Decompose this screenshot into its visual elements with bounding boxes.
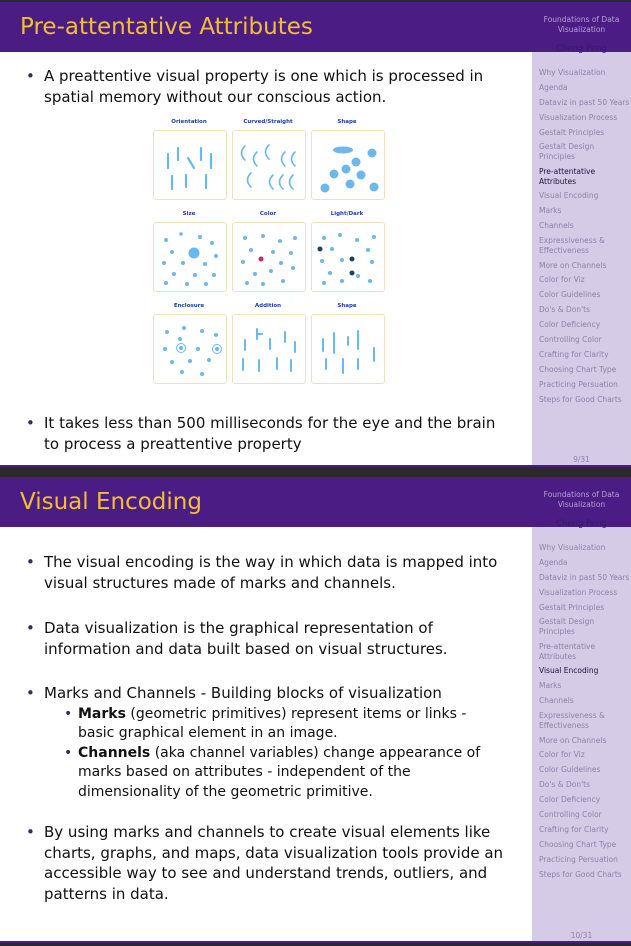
page-number: 9/31 [573, 455, 590, 464]
nav-item[interactable]: Channels [539, 221, 574, 231]
nav-item[interactable]: Why Visualization [539, 543, 606, 552]
term-channels: Channels [78, 744, 151, 761]
bullet-item: • Data visualization is the graphical representation of information and data built based on visual structures. [0, 618, 504, 659]
slide-9 [0, 2, 631, 467]
sidebar [532, 2, 631, 467]
nav-item[interactable]: Agenda [539, 82, 568, 92]
shape-panel [311, 130, 385, 200]
preattentive-attributes-figure [152, 119, 384, 387]
term-marks: Marks [78, 705, 126, 722]
bullet-list [0, 618, 504, 659]
shape-lines-panel [311, 314, 385, 384]
nav-item[interactable]: Crafting for Clarity [539, 349, 609, 359]
slide-title: Visual Encoding [20, 489, 202, 515]
nav-item[interactable]: Visualization Process [539, 587, 618, 597]
bullet-item-marks-channels [0, 683, 504, 802]
nav-item[interactable]: Steps for Good Charts [539, 394, 622, 404]
nav-item[interactable]: Practicing Persuation [539, 379, 618, 389]
shape-marks [312, 131, 384, 199]
nav-item[interactable]: Color Guidelines [539, 765, 601, 775]
section-nav [539, 543, 631, 884]
bullet-item: • By using marks and channels to create visual elements like charts, graphs, and maps, data visualization tools provide an accessible way to see and understand trends, outliers, and patterns in data. [0, 822, 504, 904]
bullet-item: • It takes less than 500 milliseconds for the eye and the brain to process a preattentive property [0, 413, 504, 454]
enclosure-marks [154, 315, 226, 383]
bullet-list [0, 822, 504, 904]
nav-item[interactable]: Color Guidelines [539, 290, 601, 300]
nav-item[interactable]: Visual Encoding [539, 191, 599, 201]
nav-item[interactable]: Visualization Process [539, 112, 618, 122]
nav-item[interactable]: Gestalt Design Principles [539, 142, 595, 162]
addition-panel [232, 314, 306, 384]
nav-item[interactable]: Marks [539, 206, 562, 216]
nav-item[interactable]: Marks [539, 681, 562, 691]
nav-item[interactable]: Do's & Don'ts [539, 780, 590, 790]
nav-item[interactable]: Pre-attentative Attributes [539, 166, 596, 186]
figure-label-orientation: Orientation [171, 119, 207, 125]
sub-bullet-text: (geometric primitives) represent items or links - basic graphical element in an image. [78, 705, 467, 741]
nav-item[interactable]: Steps for Good Charts [539, 869, 622, 879]
nav-item[interactable]: Channels [539, 696, 574, 706]
bullet-text: Marks and Channels - Building blocks of visualization [44, 684, 442, 702]
slide-title: Pre-attentative Attributes [20, 14, 313, 40]
bullet-list-bottom [0, 413, 504, 454]
addition-marks [233, 315, 305, 383]
nav-item[interactable]: Crafting for Clarity [539, 824, 609, 834]
color-marks [233, 223, 305, 291]
figure-label-shape: Shape [337, 119, 357, 125]
sub-bullet-channels [44, 744, 488, 803]
nav-item[interactable]: More on Channels [539, 260, 607, 270]
nav-item[interactable]: Choosing Chart Type [539, 839, 617, 849]
light-dark-panel [311, 222, 385, 292]
nav-item[interactable]: Gestalt Principles [539, 602, 605, 612]
slide-10 [0, 477, 631, 943]
nav-item[interactable]: Why Visualization [539, 68, 606, 77]
course-title [534, 15, 629, 35]
figure-label-light-dark: Light/Dark [330, 211, 364, 217]
figure-label-enclosure: Enclosure [173, 303, 205, 309]
enclosure-panel [153, 314, 227, 384]
course-title-line1: Foundations of Data [543, 490, 620, 499]
nav-item[interactable]: Color for Viz [539, 275, 585, 285]
figure-label-curved-straight: Curved/Straight [243, 119, 293, 125]
nav-item[interactable]: More on Channels [539, 735, 607, 745]
nav-item[interactable]: Expressiveness & Effectiveness [539, 711, 605, 730]
size-panel [153, 222, 227, 292]
section-nav [539, 68, 631, 409]
course-title [534, 490, 629, 510]
page-number: 10/31 [570, 931, 593, 940]
nav-item[interactable]: Dataviz in past 50 Years [539, 572, 630, 582]
nav-item[interactable]: Pre-attentative Attributes [539, 641, 596, 661]
shape-line-marks [312, 315, 384, 383]
course-title-line2: Visualization [557, 500, 606, 509]
size-marks [154, 223, 226, 291]
bullet-list [0, 683, 504, 802]
author-name: Cheng Peng [556, 44, 607, 54]
course-title-line2: Visualization [557, 25, 606, 34]
curved-straight-panel [232, 130, 306, 200]
bullet-list-top [0, 66, 504, 107]
nav-item[interactable]: Controlling Color [539, 810, 602, 820]
title-bar [0, 2, 532, 52]
nav-item[interactable]: Do's & Don'ts [539, 305, 590, 315]
bullet-item: • A preattentive visual property is one which is processed in spatial memory without our conscious action. [0, 66, 504, 107]
figure-label-size: Size [182, 211, 196, 217]
sub-bullet-text: (aka channel variables) change appearance of marks based on attributes - independent of the dimensionality of the geometric primitive. [78, 744, 481, 800]
orientation-marks [154, 131, 226, 199]
sidebar [532, 477, 631, 943]
bullet-list [0, 552, 504, 593]
nav-item[interactable]: Agenda [539, 557, 568, 567]
figure-label-shape-2: Shape [337, 303, 357, 309]
nav-item[interactable]: Controlling Color [539, 335, 602, 345]
nav-item[interactable]: Dataviz in past 50 Years [539, 97, 630, 107]
light-dark-marks [312, 223, 384, 291]
nav-item[interactable]: Expressiveness & Effectiveness [539, 236, 605, 255]
nav-item[interactable]: Color for Viz [539, 750, 585, 760]
nav-item[interactable]: Gestalt Design Principles [539, 617, 595, 637]
nav-item[interactable]: Practicing Persuation [539, 854, 618, 864]
figure-label-addition: Addition [254, 303, 282, 309]
sub-bullet-marks [44, 705, 488, 744]
orientation-panel [153, 130, 227, 200]
nav-item[interactable]: Choosing Chart Type [539, 364, 617, 374]
nav-item[interactable]: Gestalt Principles [539, 127, 605, 137]
title-bar [0, 477, 532, 527]
figure-label-color: Color [259, 211, 277, 217]
sub-bullet-list [44, 705, 504, 803]
nav-item[interactable]: Color Deficiency [539, 795, 601, 805]
nav-item[interactable]: Color Deficiency [539, 320, 601, 330]
nav-item[interactable]: Visual Encoding [539, 666, 599, 676]
color-panel [232, 222, 306, 292]
slide-bottom-rule [0, 465, 631, 467]
author-name: Cheng Peng [556, 519, 607, 529]
bullet-item: • The visual encoding is the way in which data is mapped into visual structures made of marks and channels. [0, 552, 504, 593]
slide-bottom-rule [0, 941, 631, 943]
curve-marks [233, 131, 305, 199]
course-title-line1: Foundations of Data [543, 15, 620, 24]
